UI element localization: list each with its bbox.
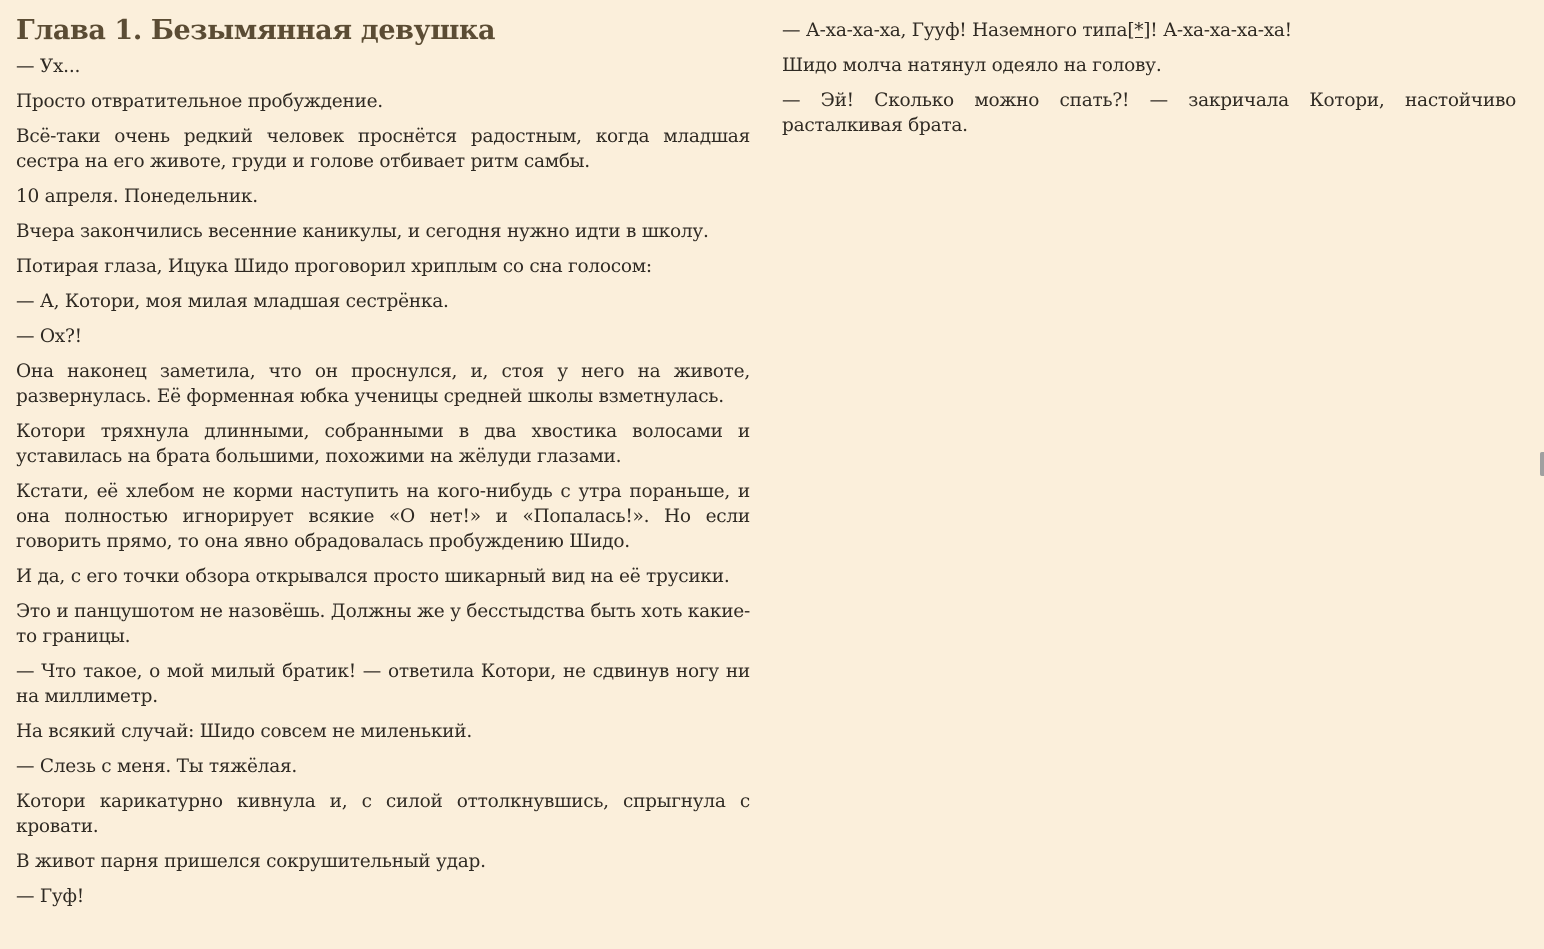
paragraph: Всё-таки очень редкий человек проснётся радостным, когда младшая сестра на его животе, груди и голове отбивает ритм самбы.: [16, 126, 750, 172]
paragraph: — Ух...: [16, 56, 81, 77]
chapter-title: Глава 1. Безымянная девушка: [16, 15, 496, 46]
right-column: [782, 18, 1516, 148]
paragraph: Котори тряхнула длинными, собранными в два хвостика волосами и уставилась на брата большими, похожими на жёлуди глазами.: [16, 421, 750, 467]
paragraph: [782, 18, 1516, 43]
paragraph: Просто отвратительное пробуждение.: [16, 91, 383, 112]
paragraph-text: — А-ха-ха-ха, Гууф! Наземного типа: [782, 20, 1128, 41]
paragraph: — Что такое, о мой милый братик! — ответила Котори, не сдвинув ногу ни на миллиметр.: [16, 661, 750, 707]
paragraph: Шидо молча натянул одеяло на голову.: [782, 55, 1162, 76]
paragraph: — Слезь с меня. Ты тяжёлая.: [16, 756, 298, 777]
paragraph-text: ! А-ха-ха-ха-ха!: [1150, 20, 1292, 41]
paragraph: Вчера закончились весенние каникулы, и сегодня нужно идти в школу.: [16, 221, 709, 242]
paragraph: На всякий случай: Шидо совсем не миленький.: [16, 721, 472, 742]
paragraph: 10 апреля. Понедельник.: [16, 186, 258, 207]
paragraph: И да, с его точки обзора открывался просто шикарный вид на её трусики.: [16, 566, 730, 587]
paragraph: Это и панцушотом не назовёшь. Должны же у бесстыдства быть хоть какие-то границы.: [16, 601, 750, 647]
paragraph: Котори карикатурно кивнула и, с силой оттолкнувшись, спрыгнула с кровати.: [16, 791, 750, 837]
paragraph: — Гуф!: [16, 886, 84, 907]
paragraph: — Ох?!: [16, 326, 82, 347]
paragraph: Потирая глаза, Ицука Шидо проговорил хриплым со сна голосом:: [16, 256, 652, 277]
paragraph: Кстати, её хлебом не корми наступить на кого-нибудь с утра пораньше, и она полностью игнорирует всякие «О нет!» и «Попалась!». Но если говорить прямо, то она явно обрадовалась пробуждению Шидо.: [16, 481, 750, 552]
next-page-handle[interactable]: [1540, 452, 1544, 476]
paragraph: — А, Котори, моя милая младшая сестрёнка.: [16, 291, 449, 312]
left-column: [16, 14, 750, 919]
footnote-link[interactable]: [*]: [1127, 20, 1151, 41]
paragraph: В живот парня пришелся сокрушительный удар.: [16, 851, 486, 872]
paragraph: Она наконец заметила, что он проснулся, и, стоя у него на животе, развернулась. Её форменная юбка ученицы средней школы взметнулась.: [16, 361, 750, 407]
paragraph: — Эй! Сколько можно спать?! — закричала Котори, настойчиво расталкивая брата.: [782, 90, 1516, 136]
